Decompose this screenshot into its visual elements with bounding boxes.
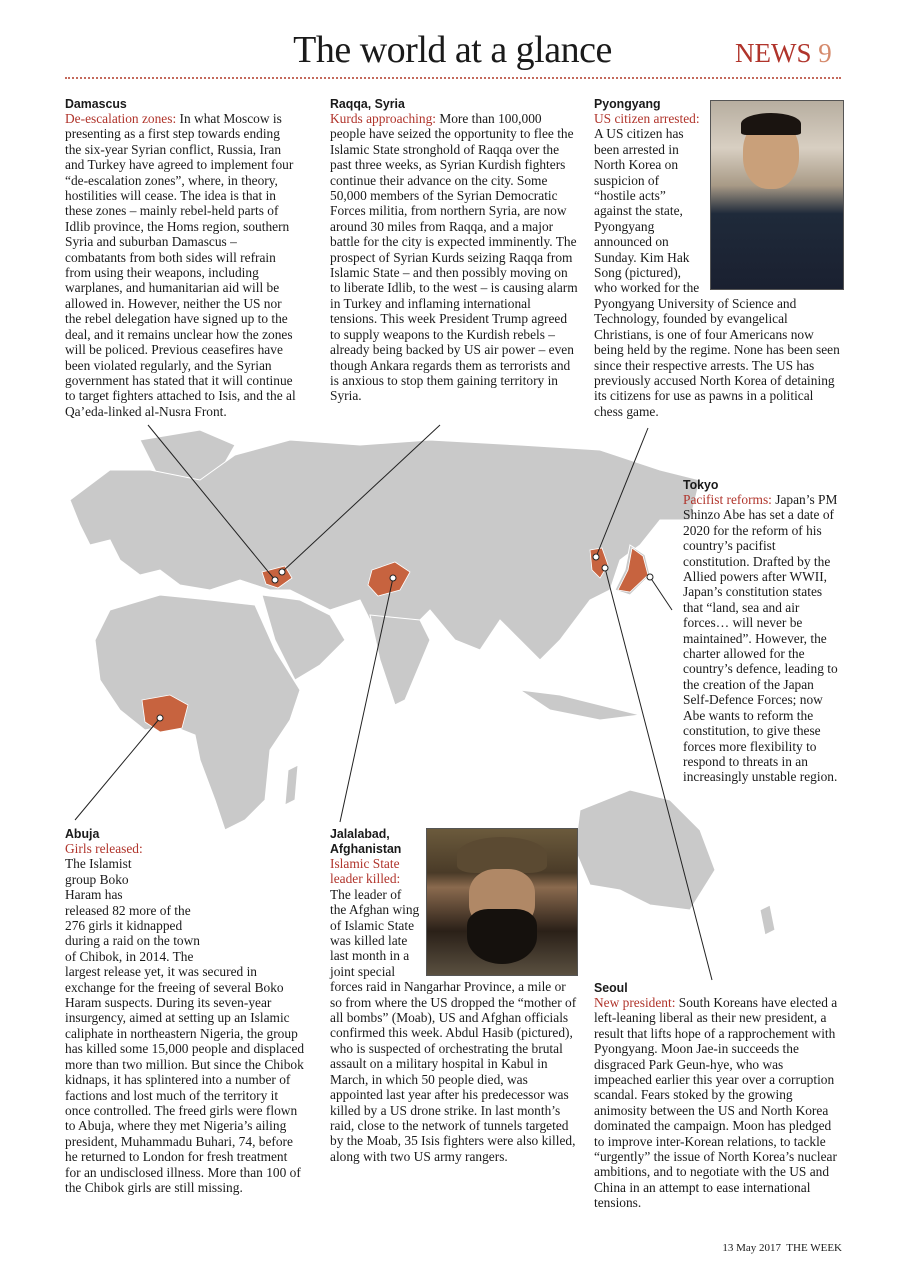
page-footer [722,1242,842,1254]
section-name: NEWS [735,38,812,68]
article-subhead: New president: [594,995,676,1010]
article-subhead: Islamic State leader killed: [330,856,401,887]
photo-beard [467,909,537,964]
article-place: Tokyo [683,477,719,492]
marker-jalalabad [390,575,396,581]
landmass-indonesia [520,690,640,720]
photo-kim-hak-song [710,100,844,290]
pointer-abuja [75,718,160,820]
landmass-africa [95,595,300,830]
article-subhead: Kurds approaching: [330,111,436,126]
article-place: Raqqa, Syria [330,96,405,111]
article-place: Pyongyang [594,96,661,111]
marker-abuja [157,715,163,721]
article-place: Seoul [594,980,628,995]
article-pyongyang [594,96,844,419]
landmass-india [370,615,430,705]
wrap-spacer [230,934,305,949]
article-tokyo [683,477,843,785]
article-body: South Koreans have elected a left-leaning liberal as their new president, a result that lifts hope of a rapprochement with Pyongyang. Moon Jae-in succeeds the disgraced Park Geun-hye, who was impeached earlier this year over a corruption scandal. Fears stoked by the growing animosity between the US and North Korea dominated the campaign. Moon has pledged to improve inter-Korean relations, to tackle “urgently” the issue of North Korea’s nuclear ambitions, and to negotiate with the US and China in an attempt to ease international tensions. [594,995,838,1211]
page-number: 9 [818,38,832,68]
landmass-madagascar [285,765,298,805]
publication-name: THE WEEK [786,1242,842,1254]
marker-damascus [272,577,278,583]
pointer-jalalabad [340,578,393,822]
article-place: Damascus [65,96,127,111]
article-subhead: US citizen arrested: [594,111,700,126]
article-body: Japan’s PM Shinzo Abe has set a date of 2020 for the reform of his country’s pacifist constitution. Drafted by the Allied powers after WWII, Japan’s constitution states that “land, sea and air forces… will never be maintained”. However, the charter allowed for the country’s defence, leading to the creation of the Japan Self-Defence Forces; now Abe wants to reform the constitution, to give these forces more flexibility to respond to threats in an increasingly unstable region. [683,492,838,785]
article-seoul [594,980,844,1211]
article-body: A US citizen has been arrested in North Korea on suspicion of “hostile acts” against the state, Pyongyang announced on Sunday. Kim Hak Song (pictured), who worked for the Pyongyang University of Science and Technology, founded by evangelical Christians, is one of four Americans now being held by the regime. None has been seen since their respective arrests. The US has previously accused North Korea of detaining its citizens for use as pawns in a political chess game. [594,126,840,419]
article-body: More than 100,000 people have seized the opportunity to flee the Islamic State stronghold of Raqqa over the past three weeks, as Syrian Kurdish fighters continue their advance on the city. Some 50,000 members of the Syrian Democratic Forces militia, from northern Syria, are now around 30 miles from Raqqa, and a major battle for the city is expected imminently. The prospect of Syrian Kurds seizing Raqqa from Islamic State – and then possibly moving on to liberate Idlib, to the west – is causing alarm in Turkey and inflaming international tensions. This week President Trump agreed to supply weapons to the Kurdish rebels – already being backed by US air power – even though Ankara regards them as terrorists and is anxious to stop them gaining territory in Syria. [330,111,578,404]
article-body: In what Moscow is presenting as a first step towards ending the six-year Syrian conflict, Russia, Iran and Turkey have agreed to implement four “de-escalation zones”, where, in theory, hostilities will cease. The idea is that in these zones – mainly rebel-held parts of Idlib province, the Homs region, southern Syria and suburban Damascus – combatants from both sides will refrain from using their weapons, including warplanes, and humanitarian aid will be allowed in. However, neither the US nor the rebel delegation have signed up to the deal, and it remains unclear how the zones will be policed. Previous ceasefires have been violated regularly, and the Syrian government has stated that it will continue to target fighters attached to Isis, and the al Qa’eda-linked al-Nusra Front. [65,111,296,419]
marker-pyongyang [593,554,599,560]
article-subhead: Pacifist reforms: [683,492,772,507]
article-body: The leader of the Afghan wing of Islamic State was killed late last month in a joint special forces raid in Nangarhar Province, a mile or so from where the US dropped the “mother of all bombs” (Moab), US and Afghan officials confirmed this week. Abdul Hasib (pictured), who is suspected of orchestrating the brutal assault on a military hospital in Kabul in March, in which 50 people died, was appointed last year after his predecessor was killed by a US drone strike. In last month’s raid, close to the network of tunnels targeted by the Moab, 35 Isis fighters were also killed, along with two US army rangers. [330,886,577,1164]
marker-seoul [602,565,608,571]
pointer-tokyo [650,577,672,610]
article-jalalabad [330,826,578,1164]
article-abuja [65,826,305,1195]
article-damascus [65,96,297,419]
landmass-australia [575,790,715,910]
landmass-newzealand [760,905,775,935]
article-place: Jalalabad, Afghanistan [330,826,402,856]
article-place: Abuja [65,826,100,841]
issue-date: 13 May 2017 [722,1242,781,1254]
marker-raqqa [279,569,285,575]
wrap-spacer [200,888,305,934]
article-body: The Islamist group Boko Haram has released 82 more of the 276 girls it kidnapped during a raid on the town of Chibok, in 2014. The largest release yet, it was secured in exchange for the freeing of several Boko Haram suspects. During its seven-year insurgency, aimed at setting up an Islamic caliphate in northeastern Nigeria, the group has killed some 15,000 people and displaced more than two million. But since the Chibok kidnaps, it has splintered into a number of factions and lost much of the territory it once controlled. The freed girls were flown to Abuja, where they met Nigeria’s ailing president, Muhammadu Buhari, 74, before he returned to London for fresh treatment for an undisclosed illness. More than 100 of the Chibok girls are still missing. [65,856,305,1195]
article-subhead: De-escalation zones: [65,111,177,126]
photo-hair [741,113,801,135]
article-raqqa [330,96,578,404]
article-subhead: Girls released: [65,841,143,856]
marker-tokyo [647,574,653,580]
page-title: The world at a glance [293,29,612,71]
